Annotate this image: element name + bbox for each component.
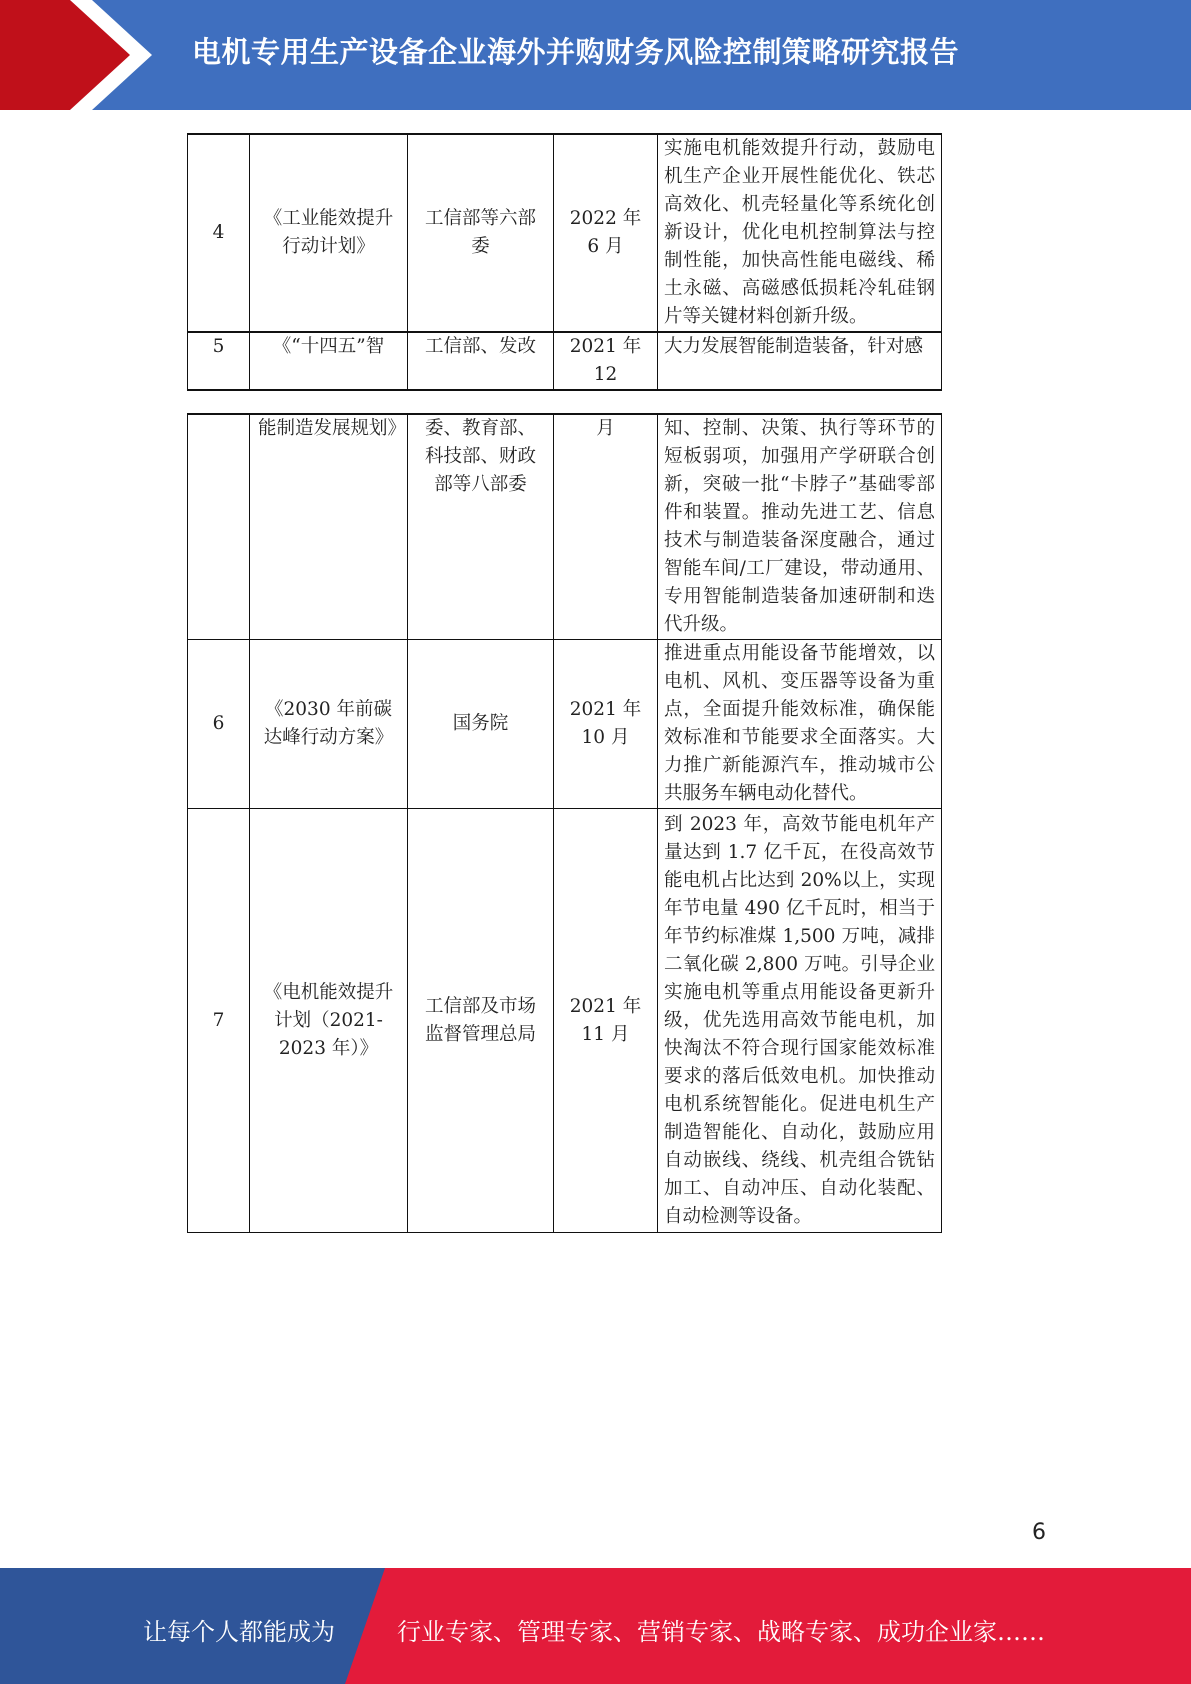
report-title: 电机专用生产设备企业海外并购财务风险控制策略研究报告 — [192, 35, 960, 69]
issue-date: 2021 年 11 月 — [554, 809, 658, 1233]
page-footer — [0, 1568, 1191, 1684]
policy-content: 到 2023 年，高效节能电机年产量达到 1.7 亿千瓦，在役高效节能电机占比达到 20%以上，实现年节电量 490 亿千瓦时，相当于年节约标准煤 1,500 万吨，减排二氧化碳 2,800 万吨。引导企业实施电机等重点用能设备更新升级，优先选用高效节能电机，加快淘汰不符合现行国家能效标准要求的落后低效电机。加快推动电机系统智能化。促进电机生产制造智能化、自动化，鼓励应用自动嵌线、绕线、机壳组合铣钻加工、自动冲压、自动化装配、自动检测等设备。 — [658, 809, 942, 1233]
policy-table-part1 — [187, 133, 942, 391]
page-header — [0, 0, 1191, 110]
footer-slogan-left: 让每个人都能成为 — [143, 1618, 335, 1646]
policy-content: 大力发展智能制造装备，针对感 — [658, 332, 942, 390]
table-row — [188, 640, 942, 809]
issue-date: 月 — [554, 414, 658, 640]
issuing-dept: 委、教育部、科技部、财政部等八部委 — [408, 414, 554, 640]
policy-name: 《2030 年前碳达峰行动方案》 — [250, 640, 408, 809]
issuing-dept: 工信部等六部委 — [408, 134, 554, 332]
issuing-dept: 工信部及市场监督管理总局 — [408, 809, 554, 1233]
page-number: 6 — [1032, 1520, 1046, 1545]
table-row — [188, 809, 942, 1233]
footer-slogan-right: 行业专家、管理专家、营销专家、战略专家、成功企业家…… — [397, 1618, 1045, 1646]
row-number — [188, 414, 250, 640]
issue-date: 2021 年 10 月 — [554, 640, 658, 809]
header-red-chevron — [0, 0, 150, 110]
table-row — [188, 134, 942, 332]
row-number: 4 — [188, 134, 250, 332]
policy-table-part2 — [187, 413, 942, 1233]
issuing-dept: 工信部、发改 — [408, 332, 554, 390]
table-row — [188, 332, 942, 390]
policy-name: 《工业能效提升行动计划》 — [250, 134, 408, 332]
policy-content: 推进重点用能设备节能增效，以电机、风机、变压器等设备为重点，全面提升能效标准，确保能效标准和节能要求全面落实。大力推广新能源汽车，推动城市公共服务车辆电动化替代。 — [658, 640, 942, 809]
issue-date: 2021 年 12 — [554, 332, 658, 390]
issuing-dept: 国务院 — [408, 640, 554, 809]
issue-date: 2022 年 6 月 — [554, 134, 658, 332]
policy-content: 实施电机能效提升行动，鼓励电机生产企业开展性能优化、铁芯高效化、机壳轻量化等系统化创新设计，优化电机控制算法与控制性能，加快高性能电磁线、稀土永磁、高磁感低损耗冷轧硅钢片等关键材料创新升级。 — [658, 134, 942, 332]
table-row — [188, 414, 942, 640]
policy-name: 《“十四五”智 — [250, 332, 408, 390]
row-number: 6 — [188, 640, 250, 809]
policy-name: 能制造发展规划》 — [250, 414, 408, 640]
policy-content: 知、控制、决策、执行等环节的短板弱项，加强用产学研联合创新，突破一批“卡脖子”基础零部件和装置。推动先进工艺、信息技术与制造装备深度融合，通过智能车间/工厂建设，带动通用、专用智能制造装备加速研制和迭代升级。 — [658, 414, 942, 640]
policy-name: 《电机能效提升计划（2021-2023 年）》 — [250, 809, 408, 1233]
row-number: 5 — [188, 332, 250, 390]
row-number: 7 — [188, 809, 250, 1233]
